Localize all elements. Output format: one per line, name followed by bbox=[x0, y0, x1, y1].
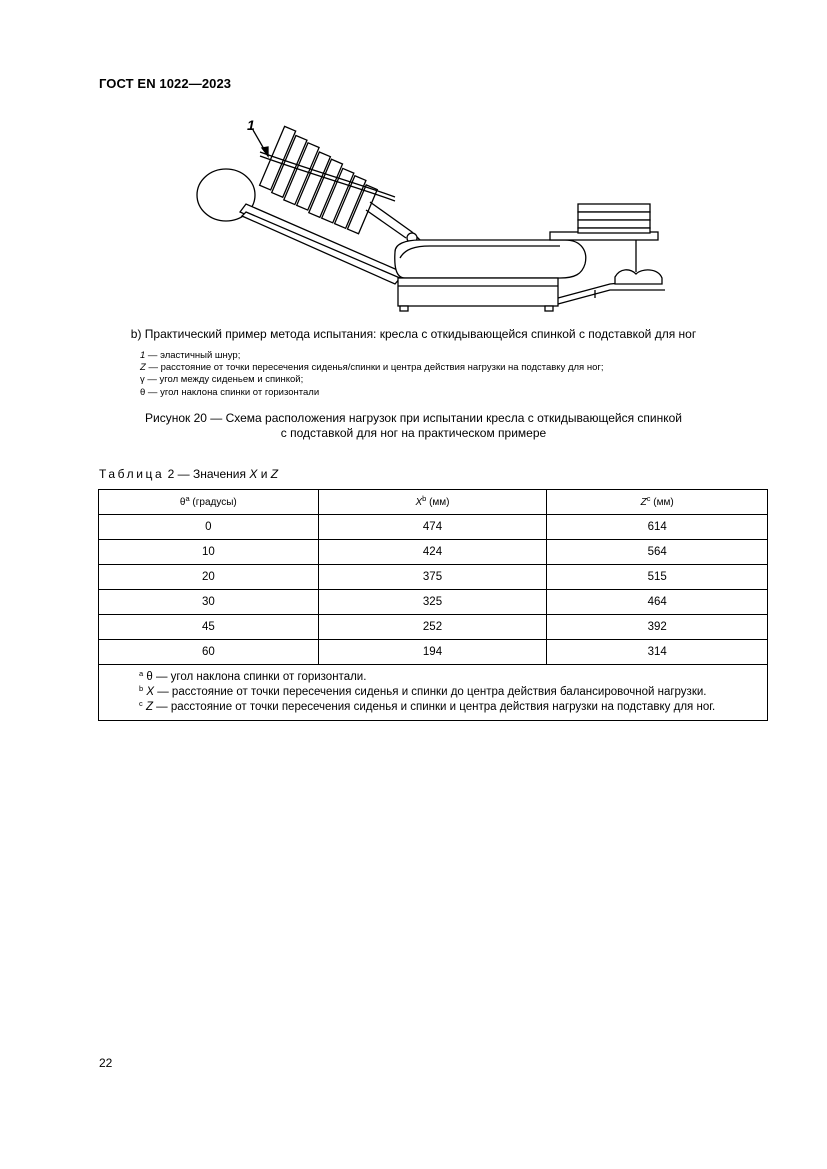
page-number: 22 bbox=[99, 1056, 113, 1070]
table-label: Таблица bbox=[99, 467, 165, 481]
header-unit: (градусы) bbox=[189, 496, 237, 508]
legend-item bbox=[140, 387, 603, 399]
cell-z: 314 bbox=[547, 640, 768, 665]
callout-number: 1 bbox=[247, 117, 255, 133]
cell-z: 564 bbox=[547, 540, 768, 565]
cell-theta: 10 bbox=[99, 540, 319, 565]
footnote-symbol: Z bbox=[145, 701, 153, 713]
header-theta bbox=[99, 490, 319, 515]
recliner-test-figure bbox=[190, 112, 680, 317]
footnote-text: — расстояние от точки пересечения сиденья и спинки до центра действия балансировочной нагрузки. bbox=[154, 686, 707, 698]
table-row bbox=[99, 565, 768, 590]
header-z bbox=[547, 490, 768, 515]
table-title bbox=[99, 467, 278, 481]
legend-item bbox=[140, 374, 603, 386]
cell-x: 252 bbox=[318, 615, 547, 640]
cell-theta: 45 bbox=[99, 615, 319, 640]
table-title-z: Z bbox=[270, 467, 279, 481]
legend-symbol: γ bbox=[140, 374, 145, 386]
legend-text: — эластичный шнур; bbox=[145, 350, 241, 361]
footnote-item bbox=[139, 670, 767, 685]
legend-symbol: θ bbox=[140, 386, 146, 398]
figure-title-line: Рисунок 20 — Схема расположения нагрузок при испытании кресла с откидывающейся спинкой bbox=[144, 411, 683, 425]
cell-theta: 20 bbox=[99, 565, 319, 590]
cell-x: 424 bbox=[318, 540, 547, 565]
cell-z: 515 bbox=[547, 565, 768, 590]
table-row bbox=[99, 615, 768, 640]
legend-text: — расстояние от точки пересечения сиденья/спинки и центра действия нагрузки на подставку для ног; bbox=[145, 362, 604, 374]
legend-item bbox=[140, 362, 603, 374]
footnote-text: — угол наклона спинки от горизонтали. bbox=[152, 671, 367, 683]
header-symbol: Z bbox=[640, 496, 647, 508]
footnote-text: — расстояние от точки пересечения сиденья и спинки и центра действия нагрузки на подставку для ног. bbox=[152, 701, 716, 713]
header-symbol: θ bbox=[179, 496, 186, 508]
legend-symbol: Z bbox=[140, 362, 146, 374]
figure-legend bbox=[140, 350, 603, 399]
header-x bbox=[318, 490, 547, 515]
table-row bbox=[99, 590, 768, 615]
figure-title bbox=[0, 411, 827, 441]
legend-text: — угол между сиденьем и спинкой; bbox=[144, 374, 304, 386]
footnote-mark: c bbox=[139, 699, 143, 708]
table-header-row bbox=[99, 490, 768, 515]
cell-theta: 0 bbox=[99, 515, 319, 540]
header-sup: a bbox=[185, 493, 190, 503]
header-sup: b bbox=[422, 493, 427, 503]
footnote-symbol: θ bbox=[146, 671, 153, 683]
footrest-load-weights bbox=[578, 204, 650, 212]
table-number: 2 bbox=[167, 467, 175, 481]
figure-title-line: с подставкой для ног на практическом примере bbox=[280, 426, 547, 440]
values-table bbox=[98, 489, 768, 721]
document-header: ГОСТ EN 1022—2023 bbox=[99, 76, 232, 91]
table-row bbox=[99, 640, 768, 665]
cell-x: 194 bbox=[318, 640, 547, 665]
header-unit: (мм) bbox=[650, 496, 674, 508]
cell-x: 375 bbox=[318, 565, 547, 590]
cell-x: 474 bbox=[318, 515, 547, 540]
cell-theta: 30 bbox=[99, 590, 319, 615]
table-title-text: — Значения bbox=[174, 467, 250, 481]
footnote-item bbox=[139, 685, 767, 700]
table-row bbox=[99, 515, 768, 540]
legend-text: — угол наклона спинки от горизонтали bbox=[145, 386, 320, 398]
table-title-x: X bbox=[249, 467, 258, 481]
header-sup: c bbox=[646, 493, 651, 503]
cell-z: 392 bbox=[547, 615, 768, 640]
legend-symbol: 1 bbox=[140, 350, 146, 361]
figure-subcaption: b) Практический пример метода испытания: кресла с откидывающейся спинкой с подставкой для ног bbox=[130, 327, 697, 341]
table-footnotes bbox=[99, 665, 768, 721]
foot-pad bbox=[615, 270, 662, 284]
footnote-symbol: X bbox=[146, 686, 155, 698]
cell-theta: 60 bbox=[99, 640, 319, 665]
table-title-and: и bbox=[257, 467, 271, 481]
table-footnotes-row bbox=[99, 665, 768, 721]
seat-base bbox=[398, 278, 558, 306]
cell-z: 464 bbox=[547, 590, 768, 615]
cell-z: 614 bbox=[547, 515, 768, 540]
footnote-mark: b bbox=[139, 684, 144, 693]
header-unit: (мм) bbox=[426, 496, 450, 508]
header-symbol: X bbox=[415, 496, 423, 508]
cell-x: 325 bbox=[318, 590, 547, 615]
footnote-item bbox=[139, 700, 767, 715]
legend-item bbox=[140, 350, 603, 362]
footnote-mark: a bbox=[139, 669, 144, 678]
table-row bbox=[99, 540, 768, 565]
